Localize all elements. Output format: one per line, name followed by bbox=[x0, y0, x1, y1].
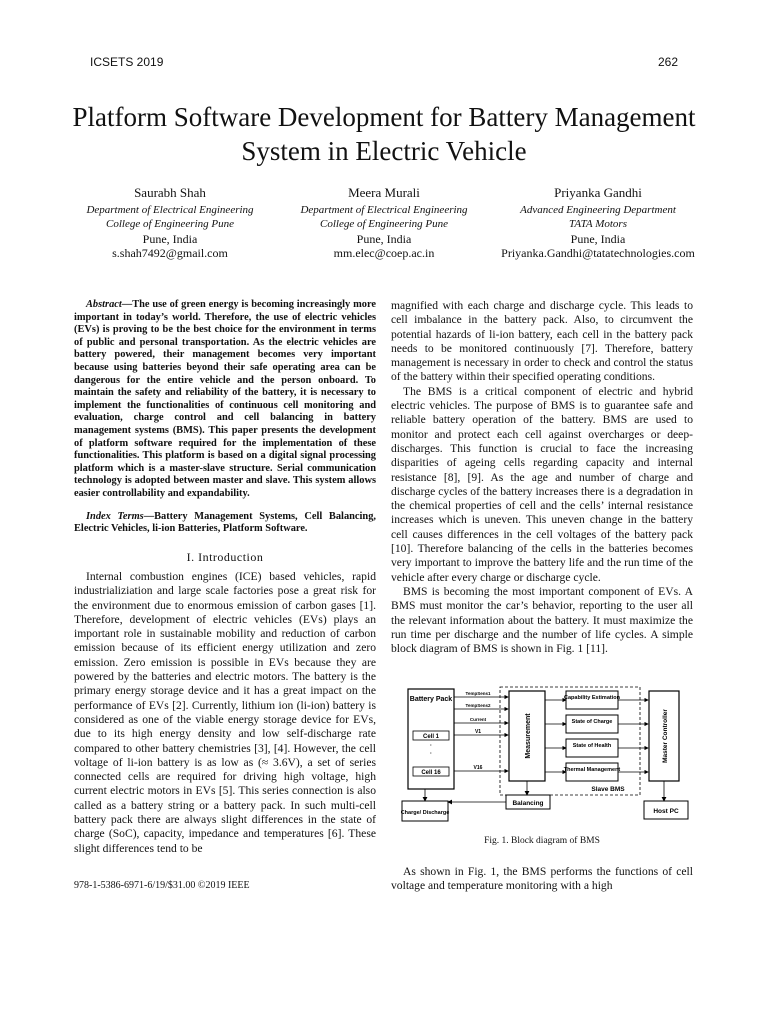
page-number: 262 bbox=[657, 55, 678, 69]
measurement-label: Measurement bbox=[525, 713, 532, 759]
author-email[interactable]: Priyanka.Gandhi@tatatechnologies.com bbox=[501, 246, 695, 261]
conference-header: ICSETS 2019 bbox=[90, 55, 164, 69]
author-org: College of Engineering Pune bbox=[320, 218, 448, 231]
intro-paragraph: Internal combustion engines (ICE) based vehicles, rapid industrializiation and large scale factories pose a great risk for the environment due to enormous emission of carbon gases [1]. Therefore, development of electric vehicles (EVs) plays an important role in sustainable mobility and reduction of carbon emission because of its efficient energy utilization and zero emission. Zero emission is possible in EVs because they are powered by the batteries and electric motors. The battery is the primary energy storage device and it has a great impact on the performance of EVs [2]. Currently, lithium ion (li-ion) battery is considered as one of the viable energy storage device for EVs, due to its high energy density and low self-discharge rate compared to other battery chemistries [3], [4]. However, the cell voltage of li-ion battery is as low as (≈ 3.6V), a set of series connected cells are required for driving high voltage, high current electric motors in EVs [5]. This series connection is also called as a battery string or a battery pack. In such multi-cell battery pack there are always slight differences in the state of charge (SoC), capacity, impedance and temperatures [6]. These slight differences tend to be bbox=[74, 569, 376, 855]
signal-label: V16 bbox=[473, 765, 483, 771]
charge-discharge-label: Charge/ Discharge bbox=[400, 810, 450, 816]
author-location: Pune, India bbox=[142, 231, 198, 246]
abstract bbox=[74, 299, 376, 501]
index-terms-text: —Battery Management Systems, Cell Balancing, Electric Vehicles, li-ion Batteries, Platform Software. bbox=[74, 510, 376, 535]
block-label: Capability Estimation bbox=[564, 695, 620, 701]
paragraph: BMS is becoming the most important component of EVs. A BMS must monitor the car’s behavior, reporting to the user all the relevant information about the battery. It must maximize the run time per discharge and the number of life cycles. A simple block diagram of BMS is shown in Fig. 1 [11]. bbox=[391, 584, 693, 656]
figure-caption: Fig. 1. Block diagram of BMS bbox=[484, 836, 600, 846]
block-label: Thermal Management bbox=[563, 767, 621, 773]
signal-label: Current bbox=[469, 717, 487, 722]
signal-label: V1 bbox=[474, 729, 482, 735]
copyright-footer: 978-1-5386-6971-6/19/$31.00 ©2019 IEEE bbox=[74, 880, 250, 891]
author-location: Pune, India bbox=[570, 231, 626, 246]
battery-pack-label: Battery Pack bbox=[409, 696, 453, 703]
author-block bbox=[274, 186, 494, 261]
right-column bbox=[391, 299, 693, 656]
author-block bbox=[488, 186, 708, 261]
index-terms bbox=[74, 511, 376, 536]
paragraph: magnified with each charge and discharge cycle. This leads to cell imbalance in the battery pack. Also, to circumvent the potential hazards of li-ion battery, each cell in the battery pack needs to be monitored continuously [7]. Therefore, battery management is necessary in order to check and control the status of the battery within their specified operating conditions. bbox=[391, 299, 693, 384]
post-figure-text bbox=[391, 865, 693, 894]
abstract-text: —The use of green energy is becoming increasingly more important in today’s world. Therefore, the use of electric vehicles (EVs) is proving to be the best choice for the environment in terms of public and personal transportation. As the electric vehicles are battery powered, their management becomes very important because using batteries beyond their safe operating area can be dangerous for the entire vehicle and the person onboard. To maintain the safety and reliability of the battery, it is necessary to implement the functionalities of continuous cell monitoring and evaluation, charge control and cell balancing in battery management systems (BMS). This paper presents the development of platform software required for the implementation of these functionalities. This platform is based on a digital signal processing platform which is a master-slave structure. Serial communication technology is adopted between master and slave. This system allows easier controllability and expandability. bbox=[74, 299, 376, 499]
author-block bbox=[60, 186, 280, 261]
slave-bms-label: Slave BMS bbox=[591, 786, 625, 793]
block-label: State of Health bbox=[572, 743, 612, 749]
left-column bbox=[74, 299, 376, 856]
author-name: Priyanka Gandhi bbox=[554, 185, 642, 200]
author-dept: Advanced Engineering Department bbox=[520, 203, 676, 216]
author-name: Saurabh Shah bbox=[134, 185, 206, 200]
section-heading: I. Introduction bbox=[186, 549, 264, 564]
block-label: State of Charge bbox=[571, 719, 613, 725]
paragraph: As shown in Fig. 1, the BMS performs the functions of cell voltage and temperature monitoring with a high bbox=[391, 865, 693, 893]
host-pc-label: Host PC bbox=[653, 808, 679, 815]
author-org: College of Engineering Pune bbox=[106, 218, 234, 231]
author-dept: Department of Electrical Engineering bbox=[300, 203, 468, 216]
author-email[interactable]: s.shah7492@gmail.com bbox=[112, 246, 228, 261]
author-email[interactable]: mm.elec@coep.ac.in bbox=[333, 246, 435, 261]
balancing-label: Balancing bbox=[512, 800, 544, 807]
author-location: Pune, India bbox=[356, 231, 412, 246]
author-dept: Department of Electrical Engineering bbox=[86, 203, 254, 216]
index-terms-label: Index Terms bbox=[86, 510, 144, 522]
signal-label: TempSens1 bbox=[465, 691, 491, 696]
master-controller-label: Master Controller bbox=[662, 709, 669, 763]
cell-16-label: Cell 16 bbox=[421, 770, 441, 776]
author-name: Meera Murali bbox=[348, 185, 420, 200]
bms-block-diagram bbox=[396, 683, 694, 823]
abstract-label: Abstract bbox=[86, 299, 122, 310]
cell-dots: · bbox=[430, 751, 432, 757]
author-org: TATA Motors bbox=[569, 218, 627, 231]
signal-label: TempSens2 bbox=[465, 703, 491, 708]
cell-dots: · bbox=[430, 743, 432, 749]
cell-1-label: Cell 1 bbox=[422, 734, 440, 740]
paper-title: Platform Software Development for Battery Management System in Electric Vehicle bbox=[72, 102, 696, 166]
paragraph: The BMS is a critical component of electric and hybrid electric vehicles. The purpose of BMS is to guarantee safe and reliable battery operation of the battery. BMS are used to monitor and protect each cell against overcharges or deep-discharges. This function is crucial to face the increasing disparities of ageing cells regarding capacity and internal resistance [8], [9]. As the age and number of charge and discharge cycles of the battery increases there is a degradation in the chemical properties of cell and the cells’ internal resistance increases which is uneven. This uneven change in the battery cell causes differences in the cell voltages of the battery pack [10]. Therefore balancing of the cells in the batteries becomes very important to improve the battery life and the run time of the vehicle after every charge or discharge cycle. bbox=[391, 384, 693, 584]
